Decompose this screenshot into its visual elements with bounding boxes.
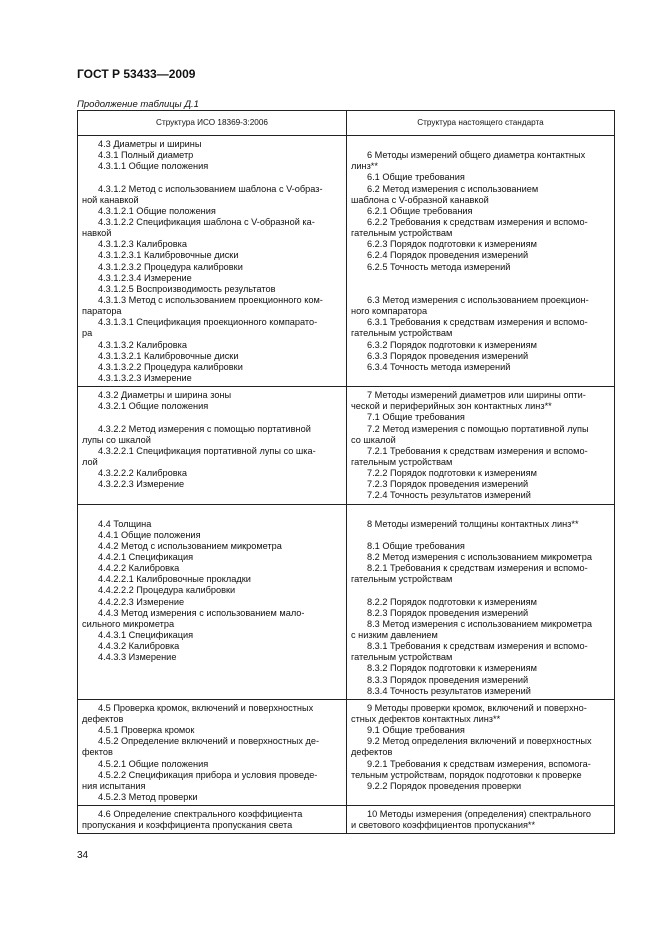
entry-line: 7 Методы измерений диаметров или ширины опти- xyxy=(367,390,586,401)
entry-line xyxy=(82,172,342,183)
entry-line: 7.2.4 Точность результатов измерений xyxy=(367,490,531,501)
iso-structure-cell xyxy=(78,136,347,387)
entry-line: 4.3.2.2.1 Спецификация портативной лупы со шка- xyxy=(98,445,316,456)
entry-line: 4.5.2 Определение включений и поверхностных де- xyxy=(98,736,320,747)
entry-line: 8.3 Метод измерения с использованием микрометра xyxy=(367,618,592,629)
table-row xyxy=(78,387,615,504)
document-title: ГОСТ Р 53433—2009 xyxy=(77,67,196,81)
iso-structure-cell xyxy=(78,699,347,805)
entry-line: 4.4.3 Метод измерения с использованием мало- xyxy=(98,607,305,618)
entry-line: 4.3.1.3.1 Спецификация проекционного компарато- xyxy=(98,317,318,328)
entry-line: со шкалой xyxy=(351,434,396,445)
entry-line: лупы со шкалой xyxy=(82,434,151,445)
entry-line: 4.3.2.1 Общие положения xyxy=(98,401,209,412)
entry-line: 4.5.1 Проверка кромок xyxy=(98,725,195,736)
iso-structure-cell xyxy=(78,387,347,504)
table-row xyxy=(78,504,615,699)
gost-structure-cell xyxy=(347,504,615,699)
entry-line: 8.2.2 Порядок подготовки к измерениям xyxy=(367,596,537,607)
entry-line: 10 Методы измерения (определения) спектрального xyxy=(367,809,591,820)
entry-line: ного компаратора xyxy=(351,306,428,317)
entry-line: 4.3.1.3.2.2 Процедура калибровки xyxy=(98,361,243,372)
entry-line: 4.4.2.2.3 Измерение xyxy=(98,596,185,607)
entry-line: 4.4.3.3 Измерение xyxy=(98,652,177,663)
entry-line: 4.3.1.1 Общие положения xyxy=(98,161,209,172)
entry-line: 8.3.4 Точность результатов измерений xyxy=(367,685,531,696)
entry-line: 8.3.1 Требования к средствам измерения и вспомо- xyxy=(367,641,588,652)
entry-line xyxy=(351,273,610,284)
entry-line: 4.5.2.2 Спецификация прибора и условия проведе- xyxy=(98,769,318,780)
entry-line: 4.3 Диаметры и ширины xyxy=(98,139,202,149)
column-header-iso: Структура ИСО 18369-3:2006 xyxy=(78,111,347,136)
entry-line: 4.3.2.2 Метод измерения с помощью портативной xyxy=(98,423,311,434)
entry-line: гательным устройствам xyxy=(351,456,453,467)
entry-line: с низким давлением xyxy=(351,630,438,641)
entry-line: 8.3.2 Порядок подготовки к измерениям xyxy=(367,663,537,674)
entry-line: сильного микрометра xyxy=(82,618,175,629)
entry-line: 6.3.1 Требования к средствам измерения и вспомо- xyxy=(367,317,588,328)
table-row xyxy=(78,699,615,805)
entry-line: 4.4.3.1 Спецификация xyxy=(98,630,194,641)
entry-line: 6.2 Метод измерения с использованием xyxy=(367,183,539,194)
gost-structure-cell xyxy=(347,387,615,504)
entry-line: 8.1 Общие требования xyxy=(367,540,465,551)
entry-line: 4.3.1 Полный диаметр xyxy=(98,150,194,161)
table-row xyxy=(78,806,615,834)
entry-line: ческой и периферийных зон контактных линз** xyxy=(351,401,552,412)
table-header-row xyxy=(78,111,615,136)
entry-line: 4.4.2 Метод с использованием микрометра xyxy=(98,540,282,551)
entry-line: навкой xyxy=(82,228,112,239)
entry-line: дефектов xyxy=(82,714,124,725)
entry-line: 9.2 Метод определения включений и поверхностных xyxy=(367,736,592,747)
entry-line xyxy=(351,284,610,295)
entry-line: 9.1 Общие требования xyxy=(367,725,465,736)
table-caption: Продолжение таблицы Д.1 xyxy=(77,99,199,110)
entry-line: 4.3.2.2.3 Измерение xyxy=(98,479,185,490)
entry-line: 4.4 Толщина xyxy=(98,518,152,529)
entry-line: 9.2.2 Порядок проведения проверки xyxy=(367,780,522,791)
entry-line: 7.1 Общие требования xyxy=(367,412,465,423)
entry-line: 4.3.1.3 Метод с использованием проекционного ком- xyxy=(98,294,323,305)
entry-line: 8.3.3 Порядок проведения измерений xyxy=(367,674,529,685)
gost-structure-cell xyxy=(347,806,615,834)
entry-line: 4.3.2 Диаметры и ширина зоны xyxy=(98,390,232,401)
entry-line: 8.2 Метод измерения с использованием микрометра xyxy=(367,552,592,563)
entry-line: 4.6 Определение спектрального коэффициента xyxy=(98,809,303,820)
entry-line: 4.4.2.2 Калибровка xyxy=(98,563,180,574)
entry-line: 7.2.3 Порядок проведения измерений xyxy=(367,479,529,490)
entry-line: 4.3.1.2.3.2 Процедура калибровки xyxy=(98,261,243,272)
column-header-gost: Структура настоящего стандарта xyxy=(347,111,615,136)
entry-line: стных дефектов контактных линз** xyxy=(351,714,501,725)
entry-line: гательным устройствам xyxy=(351,652,453,663)
entry-line: 4.4.2.1 Спецификация xyxy=(98,552,194,563)
entry-line: лой xyxy=(82,456,98,467)
entry-line xyxy=(351,530,610,541)
gost-structure-cell xyxy=(347,699,615,805)
entry-line: 4.4.1 Общие положения xyxy=(98,529,201,540)
correspondence-table xyxy=(77,110,615,834)
entry-line: 8.2.3 Порядок проведения измерений xyxy=(367,607,529,618)
entry-line: 6.3.3 Порядок проведения измерений xyxy=(367,350,529,361)
entry-line: ной канавкой xyxy=(82,194,139,205)
entry-line: 4.3.2.2.2 Калибровка xyxy=(98,468,187,479)
entry-line: пропускания и коэффициента пропускания света xyxy=(82,820,293,831)
entry-line: 6.2.5 Точность метода измерений xyxy=(367,261,511,272)
entry-line: 8 Методы измерений толщины контактных линз** xyxy=(367,518,579,529)
entry-line: паратора xyxy=(82,306,122,317)
entry-line: 4.3.1.2.3.1 Калибровочные диски xyxy=(98,250,239,261)
entry-line: ния испытания xyxy=(82,780,146,791)
iso-structure-cell xyxy=(78,806,347,834)
entry-line: гательным устройствам xyxy=(351,574,453,585)
entry-line: и светового коэффициентов пропускания** xyxy=(351,820,536,831)
entry-line: 6.2.4 Порядок проведения измерений xyxy=(367,250,529,261)
entry-line: шаблона с V-образной канавкой xyxy=(351,194,489,205)
entry-line: 4.3.1.2.1 Общие положения xyxy=(98,205,216,216)
entry-line: гательным устройствам xyxy=(351,328,453,339)
entry-line: 4.5.2.3 Метод проверки xyxy=(98,792,198,803)
entry-line: тельным устройствам, порядок подготовки к проверке xyxy=(351,769,582,780)
entry-line: 7.2.2 Порядок подготовки к измерениям xyxy=(367,468,537,479)
entry-line: 6.2.3 Порядок подготовки к измерениям xyxy=(367,239,537,250)
entry-line: 6.2.1 Общие требования xyxy=(367,205,473,216)
entry-line: 4.3.1.3.2 Калибровка xyxy=(98,339,187,350)
entry-line: ра xyxy=(82,328,93,339)
entry-line: 7.2 Метод измерения с помощью портативной лупы xyxy=(367,423,589,434)
entry-line: 4.3.1.2.3 Калибровка xyxy=(98,239,187,250)
entry-line xyxy=(351,585,610,596)
entry-line: 4.3.1.3.2.1 Калибровочные диски xyxy=(98,350,239,361)
entry-line: линз** xyxy=(351,161,378,172)
entry-line: 9 Методы проверки кромок, включений и поверхно- xyxy=(367,702,587,713)
entry-line xyxy=(82,412,342,423)
entry-line: 4.3.1.2.3.4 Измерение xyxy=(98,272,192,283)
entry-line: 6.2.2 Требования к средствам измерения и вспомо- xyxy=(367,216,588,227)
entry-line: гательным устройствам xyxy=(351,228,453,239)
entry-line xyxy=(351,508,610,519)
entry-line: дефектов xyxy=(351,747,393,758)
entry-line: 4.5.2.1 Общие положения xyxy=(98,758,209,769)
table-row xyxy=(78,136,615,387)
entry-line: 6.1 Общие требования xyxy=(367,172,465,183)
entry-line: 4.4.3.2 Калибровка xyxy=(98,641,180,652)
entry-line: фектов xyxy=(82,747,113,758)
entry-line: 4.3.1.2.5 Воспроизводимость результатов xyxy=(98,283,276,294)
entry-line: 4.5 Проверка кромок, включений и поверхностных xyxy=(98,702,314,713)
entry-line: 6.3 Метод измерения с использованием проекцион- xyxy=(367,294,589,305)
entry-line: 4.3.1.2.2 Спецификация шаблона с V-образной ка- xyxy=(98,216,315,227)
gost-structure-cell xyxy=(347,136,615,387)
entry-line: 6.3.4 Точность метода измерений xyxy=(367,361,511,372)
entry-line: 4.4.2.2.1 Калибровочные прокладки xyxy=(98,574,251,585)
entry-line: 8.2.1 Требования к средствам измерения и вспомо- xyxy=(367,563,588,574)
entry-line xyxy=(82,508,342,519)
entry-line xyxy=(351,139,610,150)
entry-line: 4.4.2.2.2 Процедура калибровки xyxy=(98,585,236,596)
entry-line: 9.2.1 Требования к средствам измерения, вспомога- xyxy=(367,758,591,769)
entry-line: 4.3.1.2 Метод с использованием шаблона с V-образ- xyxy=(98,183,323,194)
page-number: 34 xyxy=(77,850,89,861)
iso-structure-cell xyxy=(78,504,347,699)
entry-line: 6.3.2 Порядок подготовки к измерениям xyxy=(367,339,537,350)
entry-line: 4.3.1.3.2.3 Измерение xyxy=(98,372,192,383)
entry-line: 6 Методы измерений общего диаметра контактных xyxy=(367,150,586,161)
entry-line: 7.2.1 Требования к средствам измерения и вспомо- xyxy=(367,445,588,456)
